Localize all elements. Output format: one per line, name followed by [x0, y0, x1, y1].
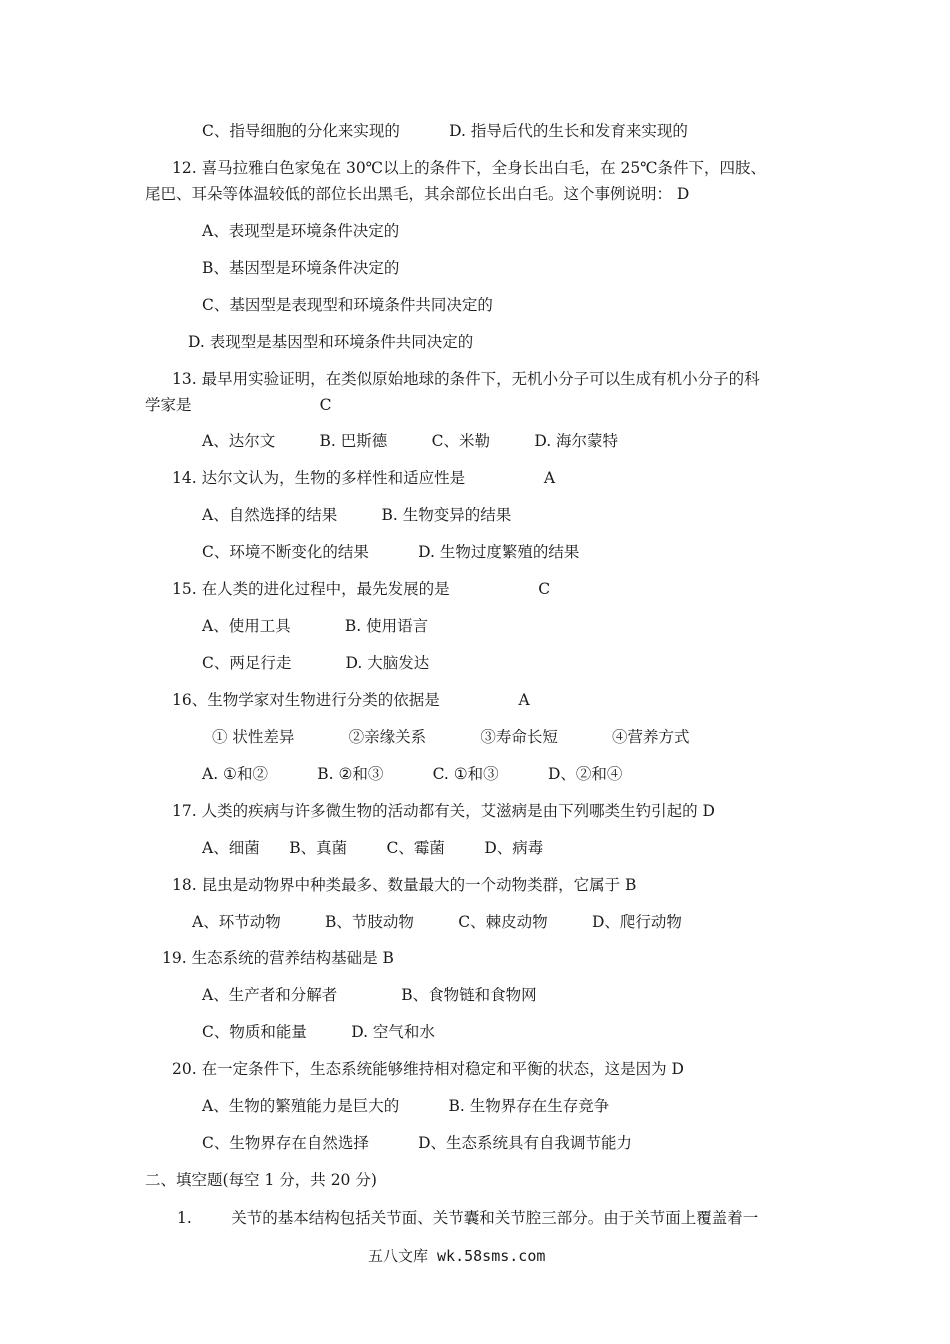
question-13-line-2: 学家是 C: [145, 396, 332, 414]
question-14-options-cd: C、环境不断变化的结果 D. 生物过度繁殖的结果: [202, 543, 580, 561]
question-16: 16、生物学家对生物进行分类的依据是 A: [172, 691, 530, 709]
question-14: 14. 达尔文认为，生物的多样性和适应性是 A: [172, 469, 556, 487]
question-15-options-ab: A、使用工具 B. 使用语言: [202, 617, 429, 635]
question-20-options-ab: A、生物的繁殖能力是巨大的 B. 生物界存在生存竞争: [202, 1097, 610, 1115]
question-12-option-d: D. 表现型是基因型和环境条件共同决定的: [188, 333, 474, 351]
page-footer: 五八文库 wk.58sms.com: [368, 1247, 546, 1265]
question-18: 18. 昆虫是动物界中种类最多、数量最大的一个动物类群，它属于 B: [172, 876, 637, 894]
question-15: 15. 在人类的进化过程中，最先发展的是 C: [172, 580, 551, 598]
question-13-line-1: 13. 最早用实验证明，在类似原始地球的条件下，无机小分子可以生成有机小分子的科: [172, 370, 760, 388]
question-12-line-2: 尾巴、耳朵等体温较低的部位长出黑毛，其余部位长出白毛。这个事例说明： D: [145, 185, 690, 203]
question-20-options-cd: C、生物界存在自然选择 D、生态系统具有自我调节能力: [202, 1134, 633, 1152]
question-12-line-1: 12. 喜马拉雅白色家兔在 30℃以上的条件下，全身长出白毛，在 25℃条件下，四肢、: [172, 159, 767, 177]
question-15-options-cd: C、两足行走 D. 大脑发达: [202, 654, 430, 672]
question-16-options: A. ①和② B. ②和③ C. ①和③ D、②和④: [202, 765, 623, 783]
question-16-items: ① 状性差异 ②亲缘关系 ③寿命长短 ④营养方式: [212, 728, 690, 746]
question-12-option-a: A、表现型是环境条件决定的: [202, 222, 400, 240]
question-14-options-ab: A、自然选择的结果 B. 生物变异的结果: [202, 506, 512, 524]
question-13-options: A、达尔文 B. 巴斯德 C、米勒 D. 海尔蒙特: [202, 432, 619, 450]
fill-in-question-1: 1. 关节的基本结构包括关节面、关节囊和关节腔三部分。由于关节面上覆盖着一: [177, 1209, 759, 1227]
question-20: 20. 在一定条件下，生态系统能够维持相对稳定和平衡的状态，这是因为 D: [172, 1060, 684, 1078]
question-17-options: A、细菌 B、真菌 C、霉菌 D、病毒: [202, 839, 544, 857]
question-19-options-cd: C、物质和能量 D. 空气和水: [202, 1023, 435, 1041]
question-12-option-b: B、基因型是环境条件决定的: [202, 259, 400, 277]
question-11-options-cd: C、指导细胞的分化来实现的 D. 指导后代的生长和发育来实现的: [202, 122, 688, 140]
question-19: 19. 生态系统的营养结构基础是 B: [162, 949, 394, 967]
question-17: 17. 人类的疾病与许多微生物的活动都有关，艾滋病是由下列哪类生钓引起的 D: [172, 802, 715, 820]
section-2-heading: 二、填空题(每空 1 分，共 20 分): [145, 1171, 377, 1189]
question-19-options-ab: A、生产者和分解者 B、食物链和食物网: [202, 986, 537, 1004]
question-12-option-c: C、基因型是表现型和环境条件共同决定的: [202, 296, 493, 314]
question-18-options: A、环节动物 B、节肢动物 C、棘皮动物 D、爬行动物: [192, 913, 682, 931]
